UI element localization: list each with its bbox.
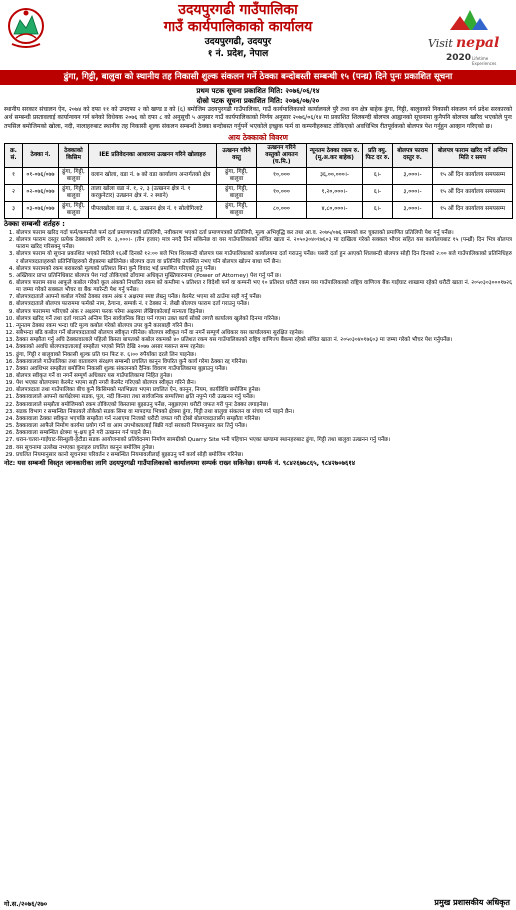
notice-banner: ढुंगा, गिट्टी, बालुवा को स्थानीय तह निकासी शुल्क संकलन गर्ने ठेक्का बन्दोबस्ती सम्बन्धी १५ (पन्ध्र) दिने पुनः प्रकाशित सूचना [0, 70, 516, 85]
contracts-table [4, 143, 513, 219]
condition-item: 14. ठेक्काको अवधि बोलपत्रदातालाई सम्झौता भएको मिति देखि २०७७ असार मसान्त सम्म रहनेछ। [16, 344, 512, 351]
col-deadline: बोलपत्र फाराम खरिद गर्ने अन्तिम मिति र समय [433, 143, 513, 167]
condition-item: 27. धरान-चतरा-गाईघाट-सिन्धुली-हेटौडा सडक आयोजनाको प्रतिवेदनमा निर्माण सामग्रीको Quarry Site भनी पहिचान भएका खण्डमा स्थानहरुबाट ढुंगा, गिट्टी तथा बालुवा उत्खनन गर्नु पर्नेछ। [16, 437, 512, 444]
signature-title: प्रमुख प्रशासकीय अधिकृत [434, 898, 510, 907]
cell-sn: ३ [5, 201, 23, 218]
svg-text:nepal: nepal [456, 35, 500, 51]
address-line-2: १ नं. प्रदेश, नेपाल [207, 49, 269, 59]
cell-item: ढुंगा, गिट्टी, बालुवा [217, 184, 257, 201]
cell-volume: १०,००० [257, 167, 307, 184]
condition-item: 8. बोलपत्रदाताले बोलपत्र फाराममा फर्मको नाम, ठेगाना, सम्पर्क नं. र ठेक्का नं. लेखी बोलपत्र फाराम दर्ता गराउनु पर्नेछ। [16, 301, 512, 308]
condition-item: 9. बोलपत्र फाराममा भरिएको अंक र अक्षरमा फरक परेमा अक्षरमा लेखिएकोलाई मान्यता दिइनेछ। [16, 309, 512, 316]
condition-item: 24. ठेक्कावाला ठेक्का स्वीकृत भएपछि सम्झौता गर्न नआएमा निजको धरौटी जफत गरी दोस्रो बोलपत्रदातासँग सम्झौता गरिनेछ। [16, 416, 512, 423]
condition-item: 5. अख्तियार प्राप्त प्रतिनिधिबाट बोलपत्र पेश गर्दा तोकिएको ढाँचामा अधिकृत मुख्तियारनामा (Power of Attorney) पेश गर्नु पर्ने छ। [16, 273, 512, 280]
condition-item: 23. सडक विभाग र सम्बन्धित निकायले तोकेको सडक सिमा वा मापदण्ड भित्रको क्षेत्रमा ढुंगा, गिट्टी तथा बालुवा संकलन वा संचय गर्न पाइने छैन। [16, 409, 512, 416]
col-sn: क्र. सं. [5, 143, 23, 167]
cell-deadline: १५ औं दिन कार्यालय समयसम्म [433, 201, 513, 218]
conditions-list [0, 230, 516, 459]
cell-type: ढुंगा, गिट्टी, बालुवा [59, 167, 89, 184]
col-rate: प्रति क्यु. फिट दर रु. [363, 143, 393, 167]
cell-sn: १ [5, 167, 23, 184]
col-volume: उत्खनन गरिने वस्तुको आयतन (घ.मि.) [257, 143, 307, 167]
nepal-emblem-icon [6, 4, 46, 50]
cell-river: पीपलखोला वडा नं. ६, उत्खनन क्षेत्र नं. १ सोलोगिलाटे [89, 201, 217, 218]
cell-volume: १०,००० [257, 184, 307, 201]
condition-item: 21. ठेक्कावालाले आफ्नो कार्यक्षेत्रमा सडक, पुल, नदी किनारा तथा सार्वजनिक सम्पत्तिमा क्षति नपुग्ने गरी उत्खनन गर्नु पर्नेछ। [16, 394, 512, 401]
col-amount: न्यूनतम ठेक्का रकम रु. (मू.अ.कर बाहेक) [307, 143, 363, 167]
col-item: उत्खनन गरिने वस्तु [217, 143, 257, 167]
condition-item: 22. ठेक्कावालाले सम्झौता बमोजिमको रकम तोकिएको किस्तामा बुझाउनु पर्नेछ, नबुझाएमा धरौटी जफत गरी पुनः ठेक्का लगाइनेछ। [16, 402, 512, 409]
condition-item: 4. बोलपत्र फारामको रकम बराबरको मूल्यको प्रतिशत बिना कुनै विवाद भई प्रमाणित गरिएको हुनु पर्नेछ। [16, 266, 512, 273]
condition-item: 2. बोलपत्र फाराम दस्तुर प्रत्येक ठेक्काको लागि रु. ३,०००।- (तीन हजार) मात्र नगदै तिर्न सकिनेछ वा यस गाउँपालिकाको संचित खाता नं. २०५०३०४०१७६०३ मा दाखिला गरेको सक्कल भौचर सहित यस कार्यालयबाट १५ (पन्ध्रौं) दिन भित्र बोलपत्र फाराम खरिद गरिसक्नु पर्नेछ। [16, 237, 512, 251]
cell-contract-no: ०१-०७६/०७७ [23, 167, 59, 184]
cell-river: वलान खोला, वडा नं. ७ को वडा कार्यालय अन्तर्गतको क्षेत्र [89, 167, 217, 184]
table-header-row [5, 143, 513, 167]
cell-deadline: १५ औं दिन कार्यालय समयसम्म [433, 184, 513, 201]
office-sub: गाउँ कार्यपालिकाको कार्यालय [163, 19, 313, 35]
address-line-1: उदयपुरगढी, उदयपुर [204, 37, 272, 47]
table-row [5, 184, 513, 201]
cell-fee: ३,०००।- [393, 167, 433, 184]
first-publication-date: प्रथम पटक सूचना प्रकाशित मिति: २०७६/०६/१४ [196, 87, 320, 95]
conditions-title: ठेक्का सम्बन्धी शर्तहरु : [4, 219, 65, 228]
condition-item: 20. बोलपत्रदाता तथा गाउँपालिका बीच कुनै किसिमको मतभिन्नता भएमा प्रचलित ऐन, कानून, नियम, कार्यविधि बमोजिम हुनेछ। [16, 387, 512, 394]
cell-item: ढुंगा, गिट्टी, बालुवा [217, 167, 257, 184]
cell-amount: ४,८०,०००।- [307, 201, 363, 218]
condition-item: 25. ठेक्कावाला आफैले निर्माण कार्यमा प्रयोग गर्ने वा आम उपभोक्तालाई बिक्री गर्दा सरकारी नियमानुसार कर तिर्नु पर्नेछ। [16, 423, 512, 430]
svg-text:Experiences: Experiences [472, 61, 497, 66]
cell-type: ढुंगा, गिट्टी, बालुवा [59, 201, 89, 218]
cell-volume: ८०,००० [257, 201, 307, 218]
condition-item: 10. बोलपत्र खरिद गर्ने तथा दर्ता गराउने अन्तिम दिन सार्वजनिक बिदा पर्न गएमा उक्त कार्य सोको लगत्तै कार्यालय खुलेको दिनमा गरिनेछ। [16, 316, 512, 323]
cell-river: ताला खोला वडा नं. १, २, ३ (उत्खनन क्षेत्र नं. १ करकुनेटार) उत्खनन क्षेत्र नं. २ स्थाने) [89, 184, 217, 201]
condition-item: 13. ठेक्का सम्झौता गर्नु अघि ठेक्कावालाले पहिलो किस्ता बापतको कबोल रकमको ४० प्रतिशत रकम यस गाउँपालिकाको राष्ट्रिय वाणिज्य बैंकमा रहेको संचित खाता नं. २०५०३०४०१७६०३ मा जम्मा गरेको भौचर पेश गर्नुपर्नेछ। [16, 337, 512, 344]
publication-dates [0, 86, 516, 106]
cell-rate: ६।- [363, 167, 393, 184]
publication-code: गो.स./२०७६/२७० [4, 900, 48, 908]
notice-header [0, 0, 516, 70]
condition-item: 15. ढुंगा, गिट्टी र बालुवाको निकासी शुल्क प्रति घन फिट रु. ६।०० रुपैयाँका दरले लिन पाइनेछ। [16, 352, 512, 359]
condition-item: 26. ठेक्कावाला सम्बन्धित क्षेत्रमा भू-क्षय हुने गरी उत्खनन गर्न पाइने छैन। [16, 430, 512, 437]
intro-paragraph: स्थानीय सरकार संचालन ऐन, २०७४ को दफा ११ को उपदफा २ को खण्ड ड को (६) बमोजिम उदयपुरगढी गाउँपालिका, गाउँ कार्यपालिकाको कार्यालयले पुरै तथा वन क्षेत्र बाहेक ढुंगा, गिट्टी, बालुवाको निकासी संकलन गर्न प्रदेश सरकारको अर्थ सम्बन्धी प्रस्तावलाई कार्यान्वयन गर्न बनेको विधेयक २०७६ को दफा ८ को अनुसूची ५ अनुसार गाउँ कार्यपालिकाको निर्णय अनुसार २०७६/०६/१४ मा प्रकाशित शिलबन्दी बोलपत्र आह्वानको सूचनामा कुनैपनि बोलपत्र खरिद भएकोले पुनः तपसिल बमोजिमको खोला, नदी, नालाहरुबाट स्थानीय तह निकासी शुल्क संकलन सम्बन्धी ठेक्का बन्दोबस्त गर्नुपर्ने भएकोले इच्छुक फर्म वा कम्पनीहरुबाट तोकिएको अवधिभित्र रीतपूर्वकको बोलपत्र पेश गर्नुहुन आव्हान गरिएको छ। [4, 106, 512, 130]
condition-item: 18. बोलपत्र स्वीकृत गर्ने वा नगर्ने सम्पूर्ण अधिकार यस गाउँपालिकामा निहित हुनेछ। [16, 373, 512, 380]
col-type: ठेक्काको किसिम [59, 143, 89, 167]
condition-item: 3. बोलपत्र फाराम यो सूचना प्रकाशित भएको मितिले १६औं दिनको १२:०० बजे भित्र शिलबन्दी बोलपत्र यस गाउँपालिकाको कार्यालयमा दर्ता गराउनु पर्नेछ। यसरी दर्ता हुन आएको शिलबन्दी बोलपत्र सोही दिन दिनको २:०० बजे गाउँपालिकाको प्रतिनिधिहरु र बोलपत्रदाताहरुको प्रतिनिधिहरुको रोहबरमा खोलिनेछ। बोलपत्र दाता वा प्रतिनिधि उपस्थित नभए पनि बोलपत्र खोल्न बाधा पर्ने छैन। [16, 251, 512, 265]
table-row [5, 201, 513, 218]
cell-rate: ६।- [363, 184, 393, 201]
cell-sn: २ [5, 184, 23, 201]
cell-fee: ३,०००।- [393, 201, 433, 218]
condition-item: 12. सबैभन्दा बढि कबोल गर्ने बोलपत्रदाताको बोलपत्र स्वीकृत गरिनेछ। बोलपत्र स्वीकृत गर्ने वा नगर्ने सम्पूर्ण अधिकार यस कार्यालयमा सुरक्षित रहनेछ। [16, 330, 512, 337]
cell-contract-no: ०२-०७६/०७७ [23, 184, 59, 201]
office-name: उदयपुरगढी गाउँपालिका [178, 2, 298, 18]
condition-item: 7. बोलपत्रदाताले आफ्नो कबोल गरेको ठेक्का रकम अंक र अक्षरमा स्पष्ट लेख्नु पर्नेछ। केरमेट भएमा सो ठाउँमा सही गर्नु पर्नेछ। [16, 294, 512, 301]
svg-text:Visit: Visit [428, 37, 453, 50]
condition-item: 16. ठेक्कावालाले गाउँपालिका तथा वातावरण संरक्षण सम्बन्धी प्रचलित कानून विपरित कुनै कार्य गरेमा ठेक्का रद्द गरिनेछ। [16, 359, 512, 366]
condition-item: 6. बोलपत्र फाराम साथ आफूले कबोल गरेको कूल अंकको निधारित रकम को कम्तीमा ५ प्रतिशत र विदेशी फर्म वा कम्पनी भए १० प्रतिशत धरौटी रकम यस गाउँपालिकाको राष्ट्रिय वाणिज्य बैंक गाईघाट शाखामा रहेको धरौटी खाता नं. २०५०३०३०००१७२६ मा जम्मा गरेको सक्कल भौचर वा बैंक ग्यारेन्टी पेश गर्नु पर्नेछ। [16, 280, 512, 294]
cell-amount: १,२०,०००।- [307, 184, 363, 201]
table-caption: आय ठेक्काको विवरण [228, 132, 288, 142]
svg-text:2020: 2020 [446, 53, 472, 63]
col-river: IEE प्रतिवेदनका आधारमा उत्खनन गरिने खोलाहरु [89, 143, 217, 167]
condition-item: 17. ठेक्का अवधिभर सम्झौता बमोजिम निकासी शुल्क संकलनको दैनिक विवरण गाउँपालिकामा बुझाउनु पर्नेछ। [16, 366, 512, 373]
cell-deadline: १५ औं दिन कार्यालय समयसम्म [433, 167, 513, 184]
contact-note: नोट: यस सम्बन्धी विस्तृत जानकारीका लागि उदयपुरगढी गाउँपालिकाको कार्यालयमा सम्पर्क राख्न सकिनेछ। सम्पर्क नं. ९८४२६७७८६५, ९८४२७०७६१४ [4, 458, 356, 467]
condition-item: 29. प्रचलित नियमानुसार कानो सूचनामा परिवर्तन र सम्बन्धित नियमावलीलाई बुझाउनु पर्ने कार्य सोही बमोजिम गरिनेछ। [16, 452, 512, 459]
cell-fee: ३,०००।- [393, 184, 433, 201]
cell-item: ढुंगा, गिट्टी, बालुवा [217, 201, 257, 218]
visit-nepal-2020-logo [420, 2, 512, 68]
second-publication-date: दोस्रो पटक सूचना प्रकाशित मिति: २०७६/०७/२० [196, 97, 320, 105]
cell-rate: ६।- [363, 201, 393, 218]
col-contract-no: ठेक्का नं. [23, 143, 59, 167]
condition-item: 1. बोलपत्र फाराम खरिद गर्दा फर्म/कम्पनीले फर्म दर्ता प्रमाणपत्रको प्रतिलिपी, नवीकरण भएको दर्ता प्रमाणपत्रको प्रतिलिपी, मूल्य अभिवृद्धि कर तथा आ.व. २०७५/०७६ सम्मको कर चुक्ताको प्रमाणित प्रतिलिपी पेश गर्नु पर्नेछ। [16, 230, 512, 237]
table-row [5, 167, 513, 184]
cell-type: ढुंगा, गिट्टी, बालुवा [59, 184, 89, 201]
condition-item: 19. पेश भएका बोलपत्रमा केरमेट भएमा सही नगरी केरमेट गरिएको बोलपत्र स्वीकृत गरिने छैन। [16, 380, 512, 387]
svg-text:Lifetime: Lifetime [472, 56, 489, 61]
cell-contract-no: ०३-०७६/०७७ [23, 201, 59, 218]
condition-item: 11. न्यूनतम ठेक्का रकम भन्दा घटि मुल्य कबोल गरेको बोलपत्र उपर कुनै कारबाही गरिने छैन। [16, 323, 512, 330]
cell-amount: ३६,००,०००।- [307, 167, 363, 184]
condition-item: 28. यस सूचनामा उल्लेख नभएका कुराहरु प्रचलित कानून बमोजिम हुनेछ। [16, 445, 512, 452]
col-fee: बोलपत्र फाराम दस्तुर रु. [393, 143, 433, 167]
